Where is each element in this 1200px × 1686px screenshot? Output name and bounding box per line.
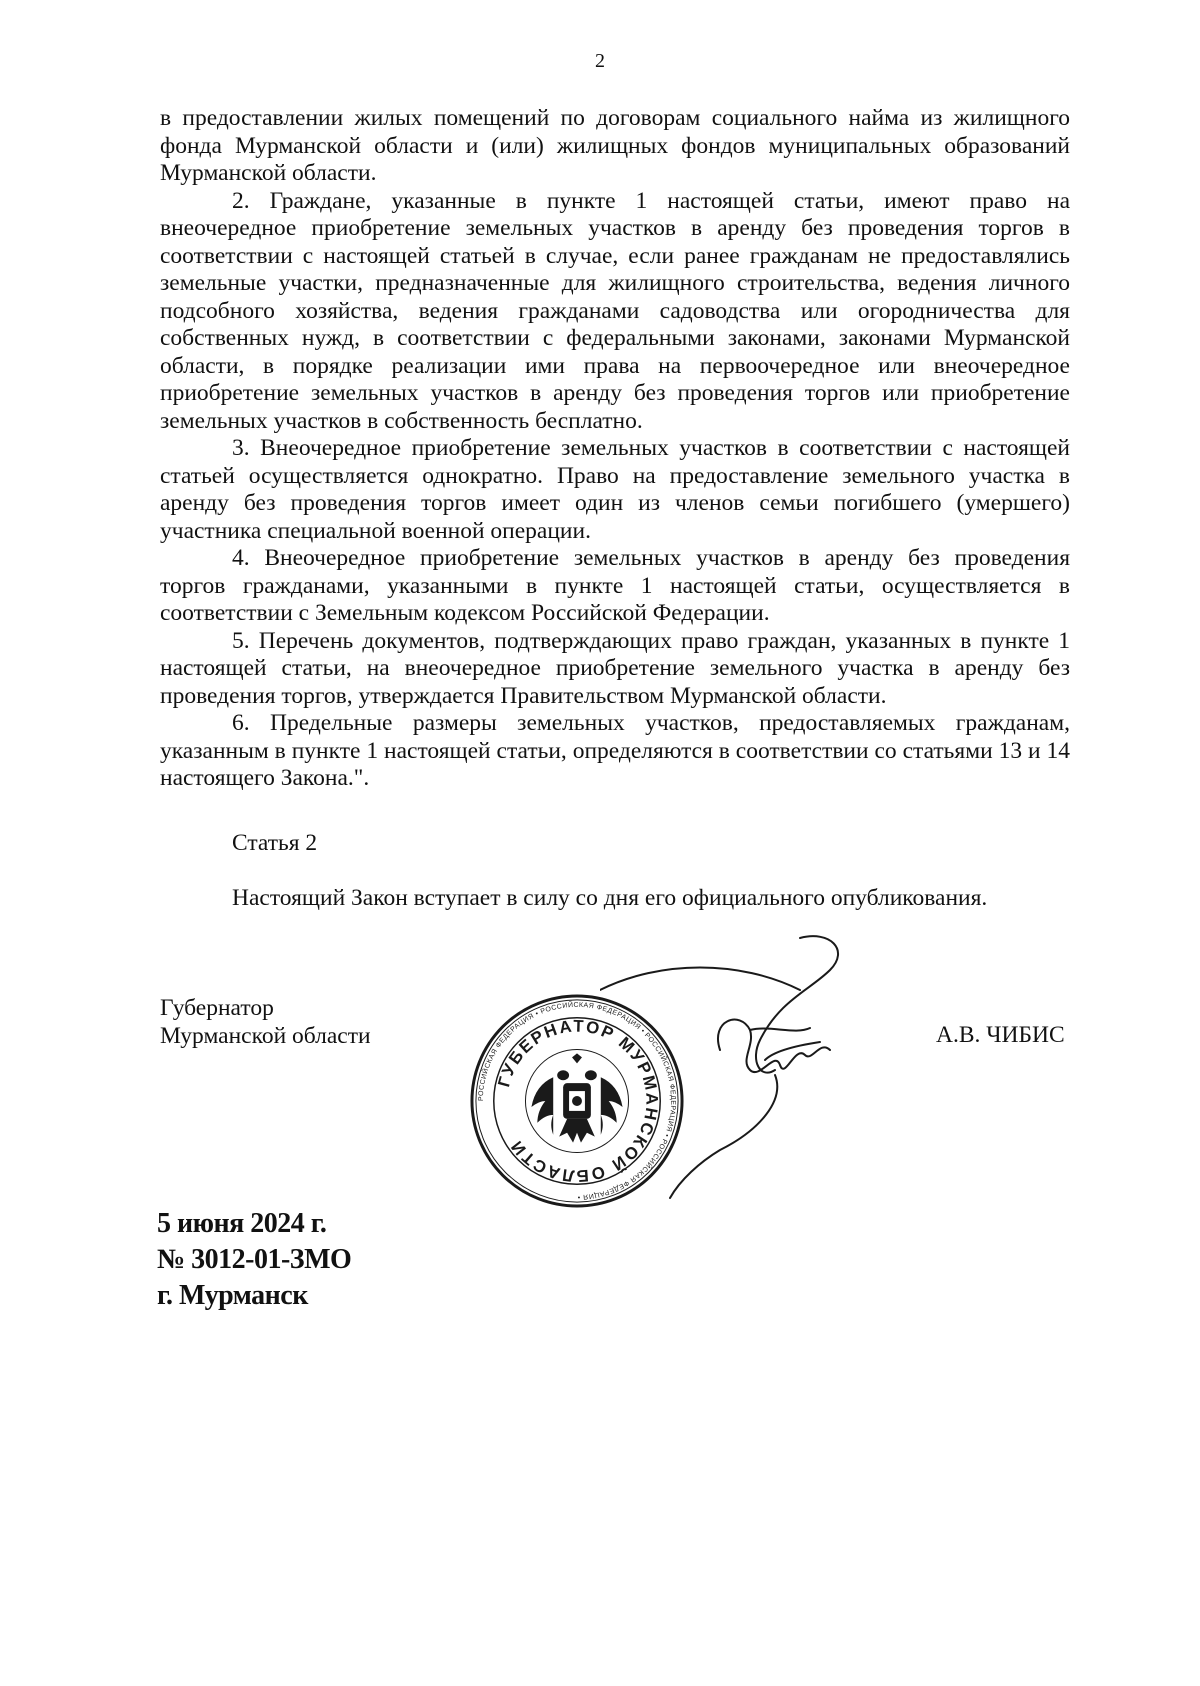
paragraph-item-2: 2. Граждане, указанные в пункте 1 настоящей статьи, имеют право на внеочередное приобретение земельных участков в аренду без проведения торгов в соответствии с настоящей статьей в случае, если ранее гражданам не предоставлялись земельные участки, предназначенные для жилищного строительства, ведения личного подсобного хозяйства, ведения гражданами садоводства или огородничества для собственных нужд, в соответствии с федеральными законами, законами Мурманской области, в порядке реализации ими права на первоочередное или внеочередное приобретение земельных участков в аренду без проведения торгов или приобретение земельных участков в собственность бесплатно. xyxy=(160,187,1070,434)
seal-inner-text: ГУБЕРНАТОР МУРМАНСКОЙ ОБЛАСТИ xyxy=(494,1016,662,1186)
signer-title-line1: Губернатор xyxy=(160,995,274,1021)
seal-outer-text: РОССИЙСКАЯ ФЕДЕРАЦИЯ • РОССИЙСКАЯ ФЕДЕРАЦИЯ • РОССИЙСКАЯ ФЕДЕРАЦИЯ • РОССИЙСКАЯ ФЕДЕРАЦИЯ • xyxy=(477,1001,677,1201)
paragraph-item-3: 3. Внеочередное приобретение земельных участков в соответствии с настоящей статьей осуществляется однократно. Право на предоставление земельного участка в аренду без проведения торгов имеет один из членов семьи погибшего (умершего) участника специальной военной операции. xyxy=(160,435,1070,544)
signer-name: А.В. ЧИБИС xyxy=(936,1022,1065,1048)
signature-icon xyxy=(600,930,880,1220)
article-heading: Статья 2 xyxy=(232,830,318,856)
signing-city: г. Мурманск xyxy=(157,1280,308,1311)
document-body xyxy=(160,105,1070,793)
law-number: № 3012-01-ЗМО xyxy=(157,1244,352,1275)
signer-title-line2: Мурманской области xyxy=(160,1023,371,1049)
page-number: 2 xyxy=(595,50,605,72)
signing-date: 5 июня 2024 г. xyxy=(157,1208,327,1239)
paragraph-item-4: 4. Внеочередное приобретение земельных участков в аренду без проведения торгов гражданами, указанными в пункте 1 настоящей статьи, осуществляется в соответствии с Земельным кодексом Российской Федерации. xyxy=(160,545,1070,626)
paragraph-continuation: в предоставлении жилых помещений по договорам социального найма из жилищного фонда Мурманской области и (или) жилищных фондов муниципальных образований Мурманской области. xyxy=(160,105,1070,186)
paragraph-item-5: 5. Перечень документов, подтверждающих право граждан, указанных в пункте 1 настоящей статьи, на внеочередное приобретение земельного участка в аренду без проведения торгов, утверждается Правительством Мурманской области. xyxy=(160,627,1070,709)
signer-title xyxy=(160,994,371,1050)
document-footer xyxy=(157,1206,351,1314)
article-text: Настоящий Закон вступает в силу со дня его официального опубликования. xyxy=(232,885,988,911)
paragraph-item-6: 6. Предельные размеры земельных участков, предоставляемых гражданам, указанным в пункте 1 настоящей статьи, определяются в соответствии со статьями 13 и 14 настоящего Закона.". xyxy=(160,710,1070,791)
